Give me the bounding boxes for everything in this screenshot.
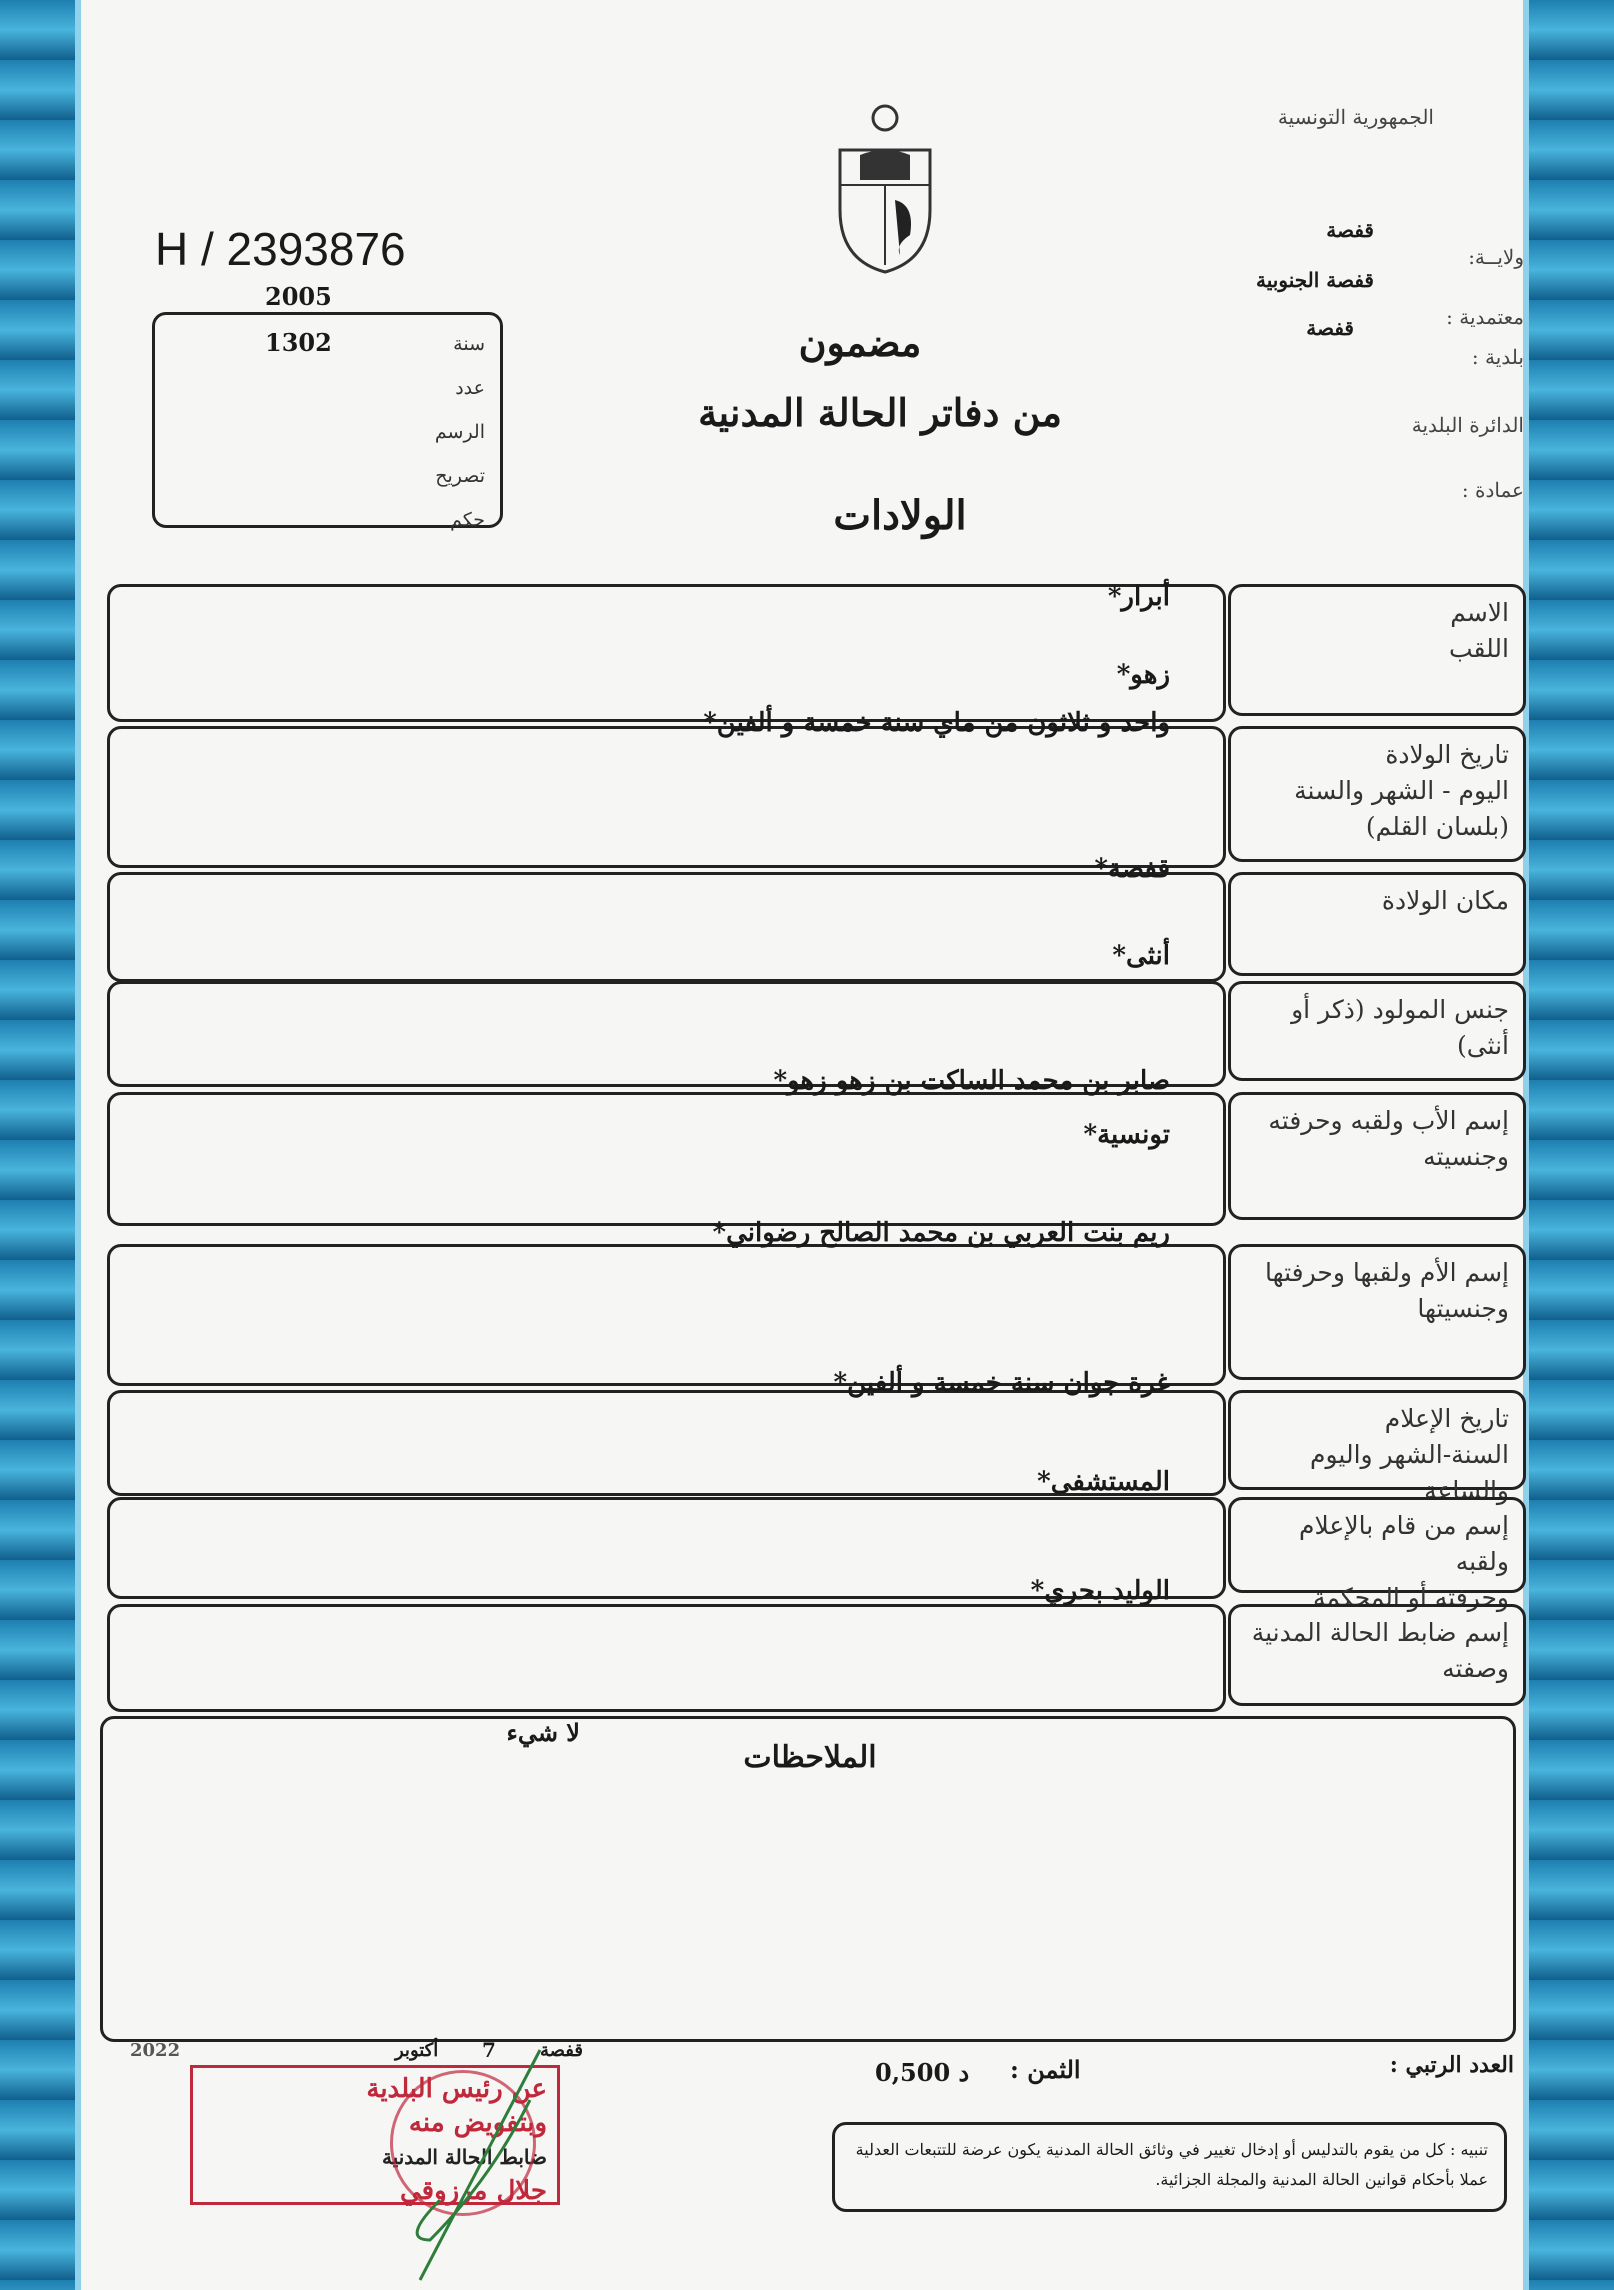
registrar-label-box <box>1228 1604 1526 1706</box>
name-value-2: زهو* <box>1116 660 1170 690</box>
declaration-date-label-2: السنة-الشهر واليوم والساعة <box>1310 1440 1509 1505</box>
father-value: صابر بن محمد الساكت بن زهو زهو* <box>773 1066 1170 1096</box>
birth-place-value-box <box>107 872 1226 982</box>
birth-date-label-3: (بلسان القلم) <box>1365 812 1509 841</box>
declaration-date-label: تاريخ الإعلام <box>1384 1404 1509 1433</box>
father-value-2: تونسية* <box>1083 1120 1170 1150</box>
declarant-label-2: وحرفته أو المحكمة <box>1313 1583 1509 1612</box>
mother-value-box <box>107 1244 1226 1386</box>
name-label-box <box>1228 584 1526 716</box>
record-year-label: سنة <box>453 333 485 355</box>
tunisia-coat-of-arms-icon <box>830 100 940 275</box>
registrar-label-2: وصفته <box>1442 1654 1509 1683</box>
issue-year: 2022 <box>130 2040 181 2061</box>
republic-heading: الجمهورية التونسية <box>1277 105 1434 129</box>
delegation-label: معتمدية : <box>1446 305 1524 329</box>
wilaya-value: قفصة <box>1326 218 1374 242</box>
delegation-value: قفصة الجنوبية <box>1256 268 1374 292</box>
price-value: 0,500 د <box>875 2058 970 2087</box>
name-value: أبرار* <box>1107 582 1170 612</box>
signature-icon <box>380 2040 580 2290</box>
imada-label: عمادة : <box>1461 478 1524 502</box>
municipality-label: بلدية : <box>1471 345 1524 369</box>
father-label-2: وجنسيته <box>1423 1142 1509 1171</box>
stamp-line-1: عن رئيس البلدية <box>366 2074 547 2104</box>
record-year-value: 2005 <box>265 282 332 311</box>
father-label: إسم الأب ولقبه وحرفته <box>1268 1106 1509 1135</box>
sex-value: أنثى* <box>1112 941 1170 971</box>
birth-place-label: مكان الولادة <box>1381 886 1509 915</box>
declaration-date-value: غرة جوان سنة خمسة و ألفين* <box>833 1368 1170 1398</box>
name-label-2: اللقب <box>1448 634 1509 663</box>
judgment-label: حكم <box>450 509 485 531</box>
stamp-line-4: جلال مرزوقي <box>399 2176 547 2206</box>
doc-subtitle: من دفاتر الحالة المدنية <box>698 390 1062 435</box>
serial-number: H / 2393876 <box>155 223 406 275</box>
birth-date-label: تاريخ الولادة <box>1385 740 1509 769</box>
wilaya-label: ولايــة: <box>1468 245 1524 269</box>
father-label-box <box>1228 1092 1526 1220</box>
mother-label-box <box>1228 1244 1526 1380</box>
registrar-value-box <box>107 1604 1226 1712</box>
stamp-line-3: ضابط الحالة المدنية <box>381 2145 547 2169</box>
stamp-line-2: وبتفويض منه <box>408 2108 547 2138</box>
mother-value: ريم بنت العربي بن محمد الصالح رضواني* <box>712 1218 1170 1248</box>
name-label: الاسم <box>1450 598 1509 627</box>
municipality-value: قفصة <box>1306 316 1354 340</box>
sex-label-box <box>1228 981 1526 1081</box>
father-value-box <box>107 1092 1226 1226</box>
declarant-label: إسم من قام بالإعلام ولقبه <box>1299 1511 1509 1576</box>
price-label: الثمن : <box>1010 2055 1081 2084</box>
issue-month: أكتوبر <box>395 2040 439 2061</box>
birth-date-value: واحد و ثلاثون من ماي سنة خمسة و ألفين* <box>703 708 1170 738</box>
birth-date-value-box <box>107 726 1226 868</box>
birth-date-label-2: اليوم - الشهر والسنة <box>1294 776 1509 805</box>
birth-place-value: قفصة* <box>1094 854 1170 884</box>
legal-notice: تنبيه : كل من يقوم بالتدليس أو إدخال تغيير في وثائق الحالة المدنية يكون عرضة للتتبعات العدلية عملا بأحكام قوانين الحالة المدنية والمجلة الجزائية. <box>832 2122 1507 2212</box>
birth-place-label-box <box>1228 872 1526 976</box>
issue-place: قفصة <box>540 2040 583 2061</box>
declarant-label-box <box>1228 1497 1526 1612</box>
remarks-value: لا شيء <box>506 1718 580 1747</box>
record-number-value: 1302 <box>265 328 332 357</box>
serial-label: العدد الرتبي : <box>1389 2052 1514 2078</box>
right-decorative-border <box>1523 0 1614 2290</box>
doc-title: مضمون <box>798 320 922 365</box>
mother-label: إسم الأم ولقبها وحرفتها <box>1264 1258 1509 1287</box>
sex-label: جنس المولود (ذكر أو أنثى) <box>1291 995 1509 1060</box>
registrar-label: إسم ضابط الحالة المدنية <box>1251 1618 1509 1647</box>
left-decorative-border <box>0 0 81 2290</box>
mother-label-2: وجنسيتها <box>1417 1294 1509 1323</box>
registrar-value: الوليد بحري* <box>1030 1576 1170 1606</box>
issue-day: 7 <box>482 2038 496 2062</box>
remarks-label: الملاحظات <box>743 1740 877 1775</box>
section-title: الولادات <box>833 492 967 539</box>
birth-date-label-box <box>1228 726 1526 862</box>
district-label: الدائرة البلدية <box>1411 413 1524 437</box>
declarant-value: المستشفى* <box>1037 1467 1170 1497</box>
record-number-label: عدد الرسم <box>434 377 485 443</box>
declaration-label: تصريح <box>435 465 485 487</box>
name-value-box <box>107 584 1226 722</box>
declaration-date-label-box <box>1228 1390 1526 1505</box>
